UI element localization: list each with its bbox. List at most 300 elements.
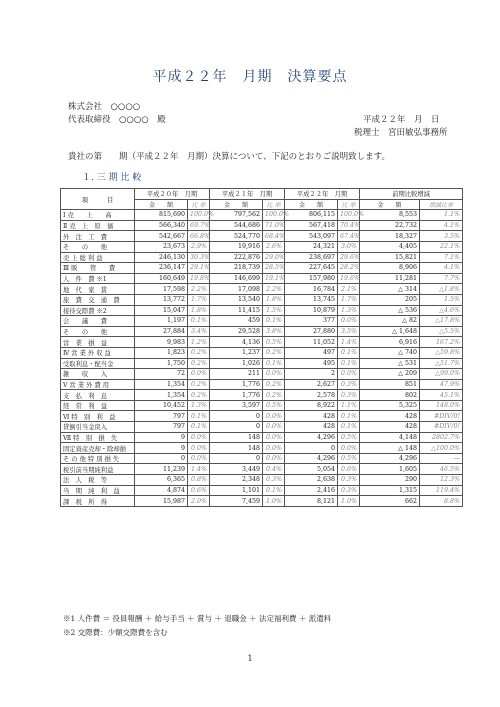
amount-h22: 8,922 [285,400,338,411]
ratio-h20: 1.2% [188,337,210,348]
table-row [61,210,463,221]
amount-h20: 815,690 [135,210,188,221]
amount-h22: 377 [285,316,338,327]
change-ratio: 3.5% [420,231,463,242]
comparison-header: 前期比較増減 [360,189,463,200]
ratio-h21: 0.0% [263,411,285,422]
change-ratio: △1.8% [420,284,463,295]
amount-h20: 11,239 [135,464,188,475]
item-header: 項 目 [61,189,135,210]
amount-h21: 4,136 [210,337,263,348]
amount-h20: 9 [135,443,188,454]
ratio-h22: 0.5% [338,432,360,443]
amount-h20: 246,130 [135,252,188,263]
amount-h20: 6,365 [135,475,188,486]
amount-h20: 236,147 [135,263,188,274]
ratio-h22: 1.0% [338,496,360,507]
section-heading: １. 三 期 比 較 [82,173,142,183]
change-amount: 1,605 [360,464,420,475]
amount-h21: 218,739 [210,263,263,274]
change-ratio: △51.7% [420,358,463,369]
row-label: 人 件 費 ※1 [61,273,135,284]
document-date: 平成２２年 月 日 [363,115,440,125]
ratio-h22: 1.1% [338,400,360,411]
representative-name: 代表取締役 ○○○○ 殿 [68,115,166,125]
ratio-h22: 0.1% [338,347,360,358]
table-row [61,294,463,305]
amount-h20: 797 [135,411,188,422]
amount-header: 金 額 [135,199,188,210]
row-label: Ⅰ 売 上 高 [61,210,135,221]
footnote-entertainment: ※2 交際費：少額交際費を含む [63,628,168,637]
table-row [61,464,463,475]
ratio-h21: 0.5% [263,400,285,411]
amount-h20: 15,987 [135,496,188,507]
amount-h20: 17,598 [135,284,188,295]
table-row [61,220,463,231]
change-amount: 5,325 [360,400,420,411]
ratio-h21: 3.8% [263,326,285,337]
amount-h21: 1,776 [210,390,263,401]
ratio-h20: 0.1% [188,316,210,327]
ratio-h21: 0.2% [263,379,285,390]
amount-h21: 544,686 [210,220,263,231]
ratio-h22: 1.3% [338,305,360,316]
change-amount: 8,906 [360,263,420,274]
ratio-h22: 19.6% [338,273,360,284]
ratio-h22: 0.0% [338,443,360,454]
amount-h20: 4,874 [135,485,188,496]
page-number: 1 [247,654,253,663]
footnote-personnel: ※1 人件費 ＝ 役員報酬 ＋ 給与手当 ＋ 賞与 ＋ 退職金 ＋ 法定福利費 ＋ 派遣料 [63,614,332,623]
ratio-h21: 1.0% [263,496,285,507]
ratio-h20: 0.2% [188,379,210,390]
amount-h20: 9 [135,432,188,443]
table-row [61,252,463,263]
row-label: 受取利息・配当金 [61,358,135,369]
ratio-h22: 29.6% [338,252,360,263]
change-ratio: 2802.7% [420,432,463,443]
change-ratio: 45.1% [420,390,463,401]
amount-header: 金 額 [360,199,420,210]
table-row [61,347,463,358]
ratio-h22: 67.4% [338,231,360,242]
amount-h20: 160,649 [135,273,188,284]
amount-h21: 524,770 [210,231,263,242]
ratio-h20: 0.2% [188,390,210,401]
amount-h21: 0 [210,422,263,433]
amount-h22: 497 [285,347,338,358]
amount-h21: 11,415 [210,305,263,316]
row-label: Ⅴ 営 業 外 費 用 [61,379,135,390]
amount-h22: 495 [285,358,338,369]
intro-paragraph: 貴社の第 期（平成２２年 月期）決算について、下記のとおりご説明致します。 [68,152,390,162]
amount-h22: 806,115 [285,210,338,221]
ratio-h21: 19.1% [263,273,285,284]
ratio-h20: 2.9% [188,241,210,252]
table-row [61,326,463,337]
amount-h20: 72 [135,369,188,380]
change-ratio: 7.7% [420,273,463,284]
ratio-h20: 66.8% [188,231,210,242]
ratio-h21: 0.2% [263,390,285,401]
amount-h20: 27,884 [135,326,188,337]
amount-h22: 157,980 [285,273,338,284]
row-label: 固定資産売却・除却損 [61,443,135,454]
change-ratio: 148.0% [420,400,463,411]
ratio-h22: 0.3% [338,379,360,390]
change-amount: △ 209 [360,369,420,380]
ratio-h22: 3.0% [338,241,360,252]
company-name: 株式会社 ○○○○ [68,102,141,112]
change-amount: 6,916 [360,337,420,348]
amount-h21: 211 [210,369,263,380]
row-label: 旅 費 交 通 費 [61,294,135,305]
row-label: 接待交際費 ※2 [61,305,135,316]
amount-h21: 797,562 [210,210,263,221]
amount-h22: 16,784 [285,284,338,295]
ratio-h22: 1.4% [338,337,360,348]
ratio-h21: 0.0% [263,453,285,464]
change-ratio: 4.1% [420,220,463,231]
ratio-h20: 2.0% [188,496,210,507]
row-label: 外 注 工 費 [61,231,135,242]
ratio-h21: 0.0% [263,369,285,380]
ratio-h21: 0.4% [263,464,285,475]
ratio-h20: 1.3% [188,400,210,411]
row-label: Ⅳ 営 業 外 収 益 [61,347,135,358]
table-row [61,496,463,507]
accountant-name: 税理士 宮田敏弘事務所 [354,128,448,138]
amount-h20: 0 [135,453,188,464]
row-label: そ の 他 [61,326,135,337]
table-row [61,273,463,284]
row-label: 税引前当期純利益 [61,464,135,475]
financial-comparison-table [60,188,463,507]
ratio-h22: 3.5% [338,326,360,337]
row-label: 雑 収 入 [61,369,135,380]
change-amount: △ 148 [360,443,420,454]
ratio-h20: 0.0% [188,432,210,443]
ratio-h22: 70.4% [338,220,360,231]
row-label: そ の 他 [61,241,135,252]
amount-h20: 542,667 [135,231,188,242]
amount-h21: 1,101 [210,485,263,496]
change-ratio: 12.3% [420,475,463,486]
amount-h21: 13,540 [210,294,263,305]
period-header-h20: 平成２０年 月期 [135,189,210,200]
change-ratio: 22.1% [420,241,463,252]
ratio-header: 比 率 [188,199,210,210]
amount-header: 金 額 [285,199,338,210]
ratio-h21: 0.3% [263,475,285,486]
change-amount: △ 1,648 [360,326,420,337]
ratio-h20: 0.2% [188,358,210,369]
change-ratio: △99.0% [420,369,463,380]
table-row [61,241,463,252]
table-row [61,316,463,327]
change-amount: △ 740 [360,347,420,358]
row-label: 課 税 所 得 [61,496,135,507]
table-row [61,337,463,348]
amount-h20: 797 [135,422,188,433]
change-ratio: — [420,453,463,464]
change-ratio: 46.5% [420,464,463,475]
amount-h22: 8,121 [285,496,338,507]
period-header-h21: 平成２１年 月期 [210,189,285,200]
amount-h22: 428 [285,422,338,433]
change-amount: 802 [360,390,420,401]
table-row [61,369,463,380]
amount-h22: 567,418 [285,220,338,231]
ratio-h20: 0.0% [188,369,210,380]
change-amount: 15,821 [360,252,420,263]
table-row [61,390,463,401]
change-ratio: 4.1% [420,263,463,274]
table-row [61,263,463,274]
amount-h20: 1,354 [135,379,188,390]
table-row [61,411,463,422]
row-label: 地 代 家 賃 [61,284,135,295]
change-ratio: 1.1% [420,210,463,221]
ratio-h21: 0.0% [263,432,285,443]
table-row [61,432,463,443]
ratio-h22: 0.0% [338,369,360,380]
ratio-h22: 1.7% [338,294,360,305]
change-amount: 4,296 [360,453,420,464]
ratio-h21: 29.0% [263,252,285,263]
table-row [61,453,463,464]
amount-h21: 459 [210,316,263,327]
change-ratio: △100.0% [420,443,463,454]
ratio-h22: 100.0% [338,210,360,221]
amount-h21: 7,459 [210,496,263,507]
change-ratio: △59.8% [420,347,463,358]
ratio-h21: 0.1% [263,358,285,369]
ratio-h20: 69.7% [188,220,210,231]
change-amount: 290 [360,475,420,486]
table-row [61,475,463,486]
ratio-h20: 100.0% [188,210,210,221]
page-title: 平成２２年 月期 決算要点 [152,69,348,85]
ratio-h20: 0.1% [188,411,210,422]
ratio-h21: 28.5% [263,263,285,274]
change-amount: 18,327 [360,231,420,242]
amount-h22: 543,097 [285,231,338,242]
amount-h21: 146,699 [210,273,263,284]
change-ratio: 119.4% [420,485,463,496]
amount-h21: 148 [210,432,263,443]
amount-header: 金 額 [210,199,263,210]
row-label: 営 業 損 益 [61,337,135,348]
ratio-h21: 71.0% [263,220,285,231]
period-header-h22: 平成２２年 月期 [285,189,360,200]
amount-h21: 0 [210,453,263,464]
ratio-h21: 0.2% [263,347,285,358]
amount-h20: 9,983 [135,337,188,348]
ratio-h22: 0.0% [338,316,360,327]
table-row [61,358,463,369]
ratio-h21: 0.1% [263,316,285,327]
ratio-h22: 0.1% [338,411,360,422]
ratio-h20: 0.8% [188,475,210,486]
row-label: Ⅶ 特 別 損 失 [61,432,135,443]
change-ratio-header: 増減比率 [420,199,463,210]
table-row [61,422,463,433]
amount-h21: 222,876 [210,252,263,263]
amount-h22: 2,627 [285,379,338,390]
amount-h22: 4,296 [285,432,338,443]
ratio-header: 比 率 [338,199,360,210]
change-amount: 22,732 [360,220,420,231]
row-label: 当 期 純 利 益 [61,485,135,496]
change-ratio: #DIV/0! [420,411,463,422]
row-label: 会 議 費 [61,316,135,327]
ratio-h20: 19.8% [188,273,210,284]
amount-h21: 3,449 [210,464,263,475]
amount-h22: 2,638 [285,475,338,486]
amount-h22: 2,578 [285,390,338,401]
amount-h20: 23,673 [135,241,188,252]
amount-h21: 17,098 [210,284,263,295]
amount-h21: 3,597 [210,400,263,411]
table-row [61,284,463,295]
change-amount: △ 82 [360,316,420,327]
amount-h22: 238,697 [285,252,338,263]
amount-h22: 11,052 [285,337,338,348]
ratio-h21: 1.5% [263,305,285,316]
amount-h21: 0 [210,411,263,422]
amount-h22: 27,880 [285,326,338,337]
amount-h20: 1,750 [135,358,188,369]
ratio-h22: 2.1% [338,284,360,295]
ratio-h21: 2.2% [263,284,285,295]
change-amount: 4,405 [360,241,420,252]
ratio-h22: 0.3% [338,485,360,496]
row-label: 経 常 利 益 [61,400,135,411]
ratio-h21: 0.5% [263,337,285,348]
ratio-h22: 0.3% [338,390,360,401]
ratio-h21: 0.1% [263,485,285,496]
amount-h22: 2 [285,369,338,380]
ratio-h22: 0.6% [338,464,360,475]
ratio-header: 比 率 [263,199,285,210]
change-ratio: 167.2% [420,337,463,348]
table-row [61,305,463,316]
change-amount: 4,148 [360,432,420,443]
amount-h21: 1,026 [210,358,263,369]
row-label: 支 払 利 息 [61,390,135,401]
change-ratio: △4.6% [420,305,463,316]
row-label: Ⅱ 売 上 原 価 [61,220,135,231]
table-row [61,485,463,496]
ratio-h21: 0.0% [263,422,285,433]
change-ratio: 1.5% [420,294,463,305]
change-amount: 428 [360,411,420,422]
amount-h21: 1,776 [210,379,263,390]
amount-h20: 13,772 [135,294,188,305]
ratio-h22: 28.2% [338,263,360,274]
table-row [61,443,463,454]
amount-h22: 2,416 [285,485,338,496]
ratio-h20: 29.1% [188,263,210,274]
amount-h21: 1,237 [210,347,263,358]
change-amount: △ 314 [360,284,420,295]
change-amount: △ 536 [360,305,420,316]
amount-h20: 566,340 [135,220,188,231]
amount-h21: 19,916 [210,241,263,252]
ratio-h20: 30.3% [188,252,210,263]
amount-h20: 15,047 [135,305,188,316]
ratio-h22: 0.1% [338,358,360,369]
change-ratio: 7.1% [420,252,463,263]
change-amount: 1,315 [360,485,420,496]
change-ratio: 8.8% [420,496,463,507]
change-ratio: #DIV/0! [420,422,463,433]
ratio-h20: 0.1% [188,422,210,433]
amount-h21: 2,348 [210,475,263,486]
ratio-h20: 0.2% [188,347,210,358]
table-row [61,231,463,242]
row-label: そ の 他 特 別 損 失 [61,453,135,464]
ratio-h21: 100.0% [263,210,285,221]
ratio-h20: 3.4% [188,326,210,337]
ratio-h22: 0.1% [338,422,360,433]
amount-h21: 29,528 [210,326,263,337]
ratio-h20: 1.8% [188,305,210,316]
row-label: 売 上 総 利 益 [61,252,135,263]
change-amount: 851 [360,379,420,390]
amount-h22: 5,054 [285,464,338,475]
amount-h20: 1,823 [135,347,188,358]
ratio-h21: 68.4% [263,231,285,242]
table-row [61,400,463,411]
amount-h22: 428 [285,411,338,422]
ratio-h20: 0.6% [188,485,210,496]
change-amount: 662 [360,496,420,507]
ratio-h20: 2.2% [188,284,210,295]
ratio-h20: 1.4% [188,464,210,475]
ratio-h21: 1.8% [263,294,285,305]
amount-h22: 24,321 [285,241,338,252]
change-amount: 11,281 [360,273,420,284]
change-amount: 205 [360,294,420,305]
ratio-h21: 0.0% [263,443,285,454]
ratio-h20: 0.0% [188,443,210,454]
ratio-h21: 2.6% [263,241,285,252]
amount-h20: 1,354 [135,390,188,401]
change-amount: 8,553 [360,210,420,221]
table-row [61,379,463,390]
ratio-h20: 0.0% [188,453,210,464]
ratio-h22: 0.3% [338,475,360,486]
amount-h22: 0 [285,443,338,454]
row-label: Ⅲ 販 管 費 [61,263,135,274]
amount-h22: 227,645 [285,263,338,274]
row-label: Ⅵ 特 別 利 益 [61,411,135,422]
amount-h22: 13,745 [285,294,338,305]
ratio-h22: 0.5% [338,453,360,464]
change-amount: △ 531 [360,358,420,369]
amount-h22: 10,879 [285,305,338,316]
amount-h20: 10,452 [135,400,188,411]
row-label: 法 人 税 等 [61,475,135,486]
amount-h20: 1,197 [135,316,188,327]
change-ratio: 47.9% [420,379,463,390]
row-label: 貸倒引当金戻入 [61,422,135,433]
ratio-h20: 1.7% [188,294,210,305]
amount-h22: 4,296 [285,453,338,464]
